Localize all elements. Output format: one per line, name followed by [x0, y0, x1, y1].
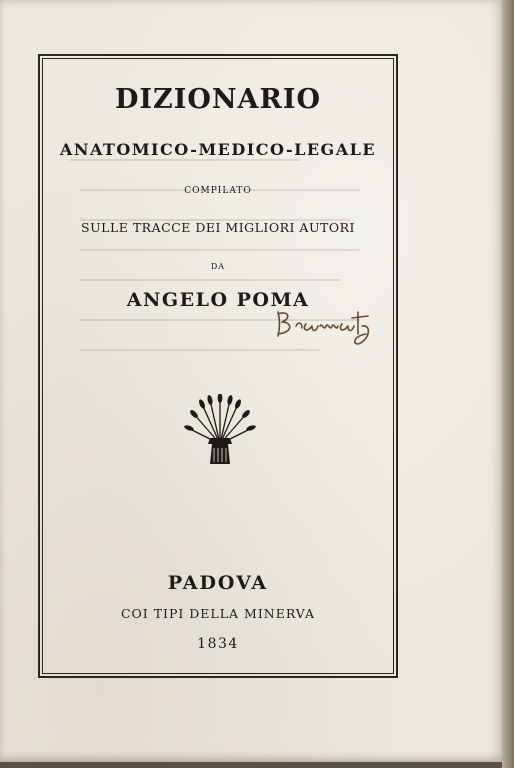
compiled-from: SULLE TRACCE DEI MIGLIORI AUTORI — [81, 220, 355, 235]
compiled-label: COMPILATO — [184, 186, 252, 196]
wheat-sheaf-icon — [184, 394, 256, 468]
book-subtitle: ANATOMICO-MEDICO-LEGALE — [59, 140, 377, 159]
printer-name: COI TIPI DELLA MINERVA — [120, 606, 316, 621]
author-name: ANGELO POMA — [126, 289, 310, 311]
by-label: DA — [210, 262, 226, 271]
handwritten-signature — [272, 306, 376, 346]
page-edge — [502, 0, 514, 768]
book-title: DIZIONARIO — [114, 84, 322, 115]
publication-year: 1834 — [197, 636, 239, 652]
publication-city: PADOVA — [167, 572, 269, 594]
